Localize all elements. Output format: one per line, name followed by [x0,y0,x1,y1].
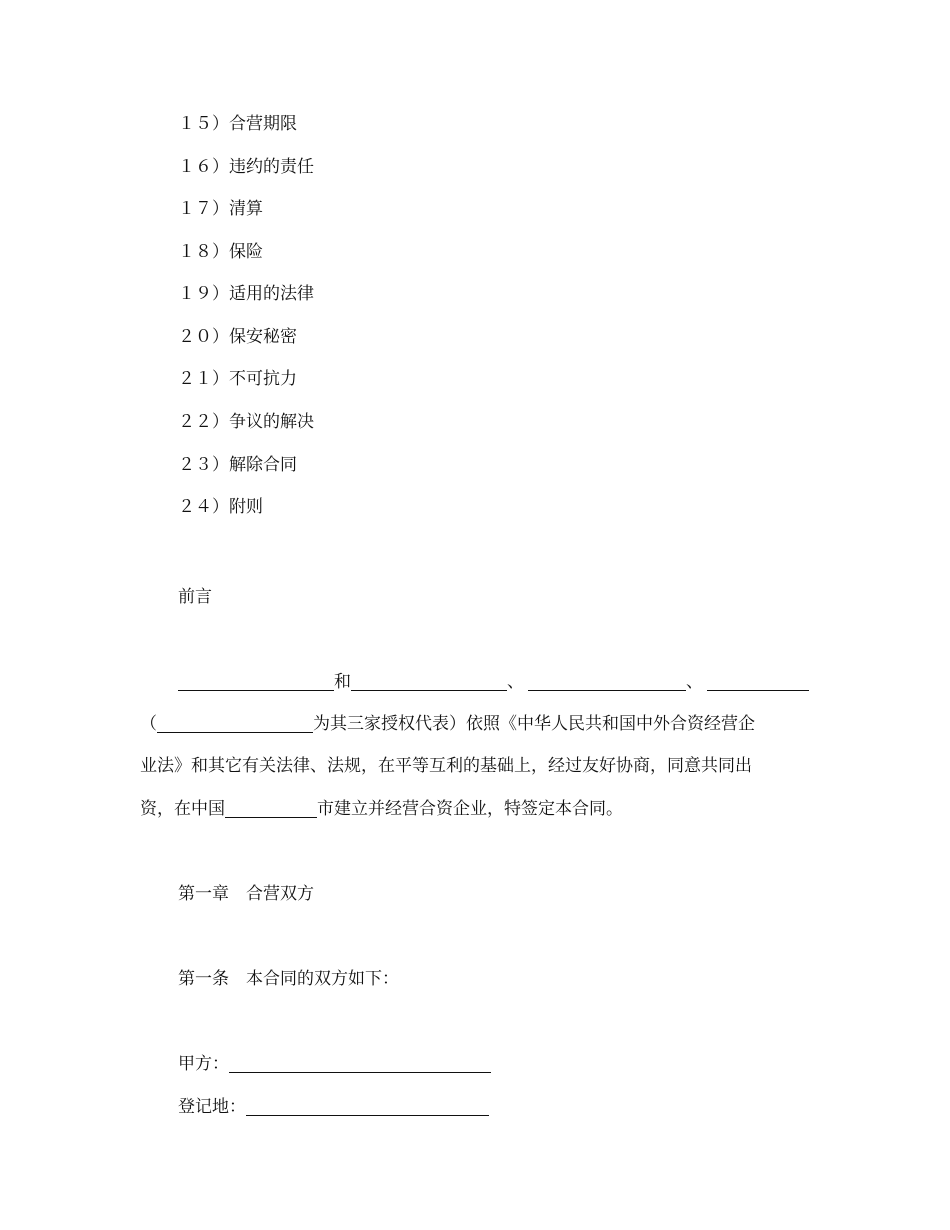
preface-heading: 前言 [178,587,212,607]
preface-line-2 [140,709,755,734]
preface-text: 资，在中国 [140,799,225,819]
blank-representative[interactable] [157,717,313,733]
blank-party-4[interactable] [707,675,809,691]
blank-party-3[interactable] [528,675,686,691]
toc-item: ２１）不可抗力 [178,369,297,389]
article-heading: 第一条 本合同的双方如下： [178,969,399,989]
preface-text: 为其三家授权代表）依照《中华人民共和国中外合资经营企 [313,714,755,734]
party-a-label: 甲方： [178,1054,229,1074]
toc-item: １６）违约的责任 [178,157,314,177]
toc-item: ２３）解除合同 [178,455,297,475]
blank-party-2[interactable] [351,675,507,691]
toc-item: １９）适用的法律 [178,284,314,304]
toc-item: １７）清算 [178,199,263,219]
chapter-heading: 第一章 合营双方 [178,884,314,904]
party-a-line [178,1049,491,1074]
toc-item: １８）保险 [178,242,263,262]
preface-line-4 [140,794,623,819]
toc-item: １５）合营期限 [178,114,297,134]
registration-field[interactable] [246,1100,489,1116]
preface-line-3: 业法》和其它有关法律、法规，在平等互利的基础上，经过友好协商，同意共同出 [140,756,752,776]
blank-city[interactable] [225,802,317,818]
toc-item: ２０）保安秘密 [178,327,297,347]
separator: 、 [507,672,524,692]
registration-label: 登记地： [178,1097,246,1117]
word-and: 和 [334,672,351,692]
preface-text: 市建立并经营合资企业，特签定本合同。 [317,799,623,819]
open-paren: （ [140,714,157,734]
preface-line-1 [178,667,809,692]
toc-item: ２２）争议的解决 [178,412,314,432]
blank-party-1[interactable] [178,675,334,691]
toc-item: ２４）附则 [178,497,263,517]
party-a-field[interactable] [229,1057,491,1073]
separator: 、 [686,672,703,692]
registration-line [178,1092,489,1117]
